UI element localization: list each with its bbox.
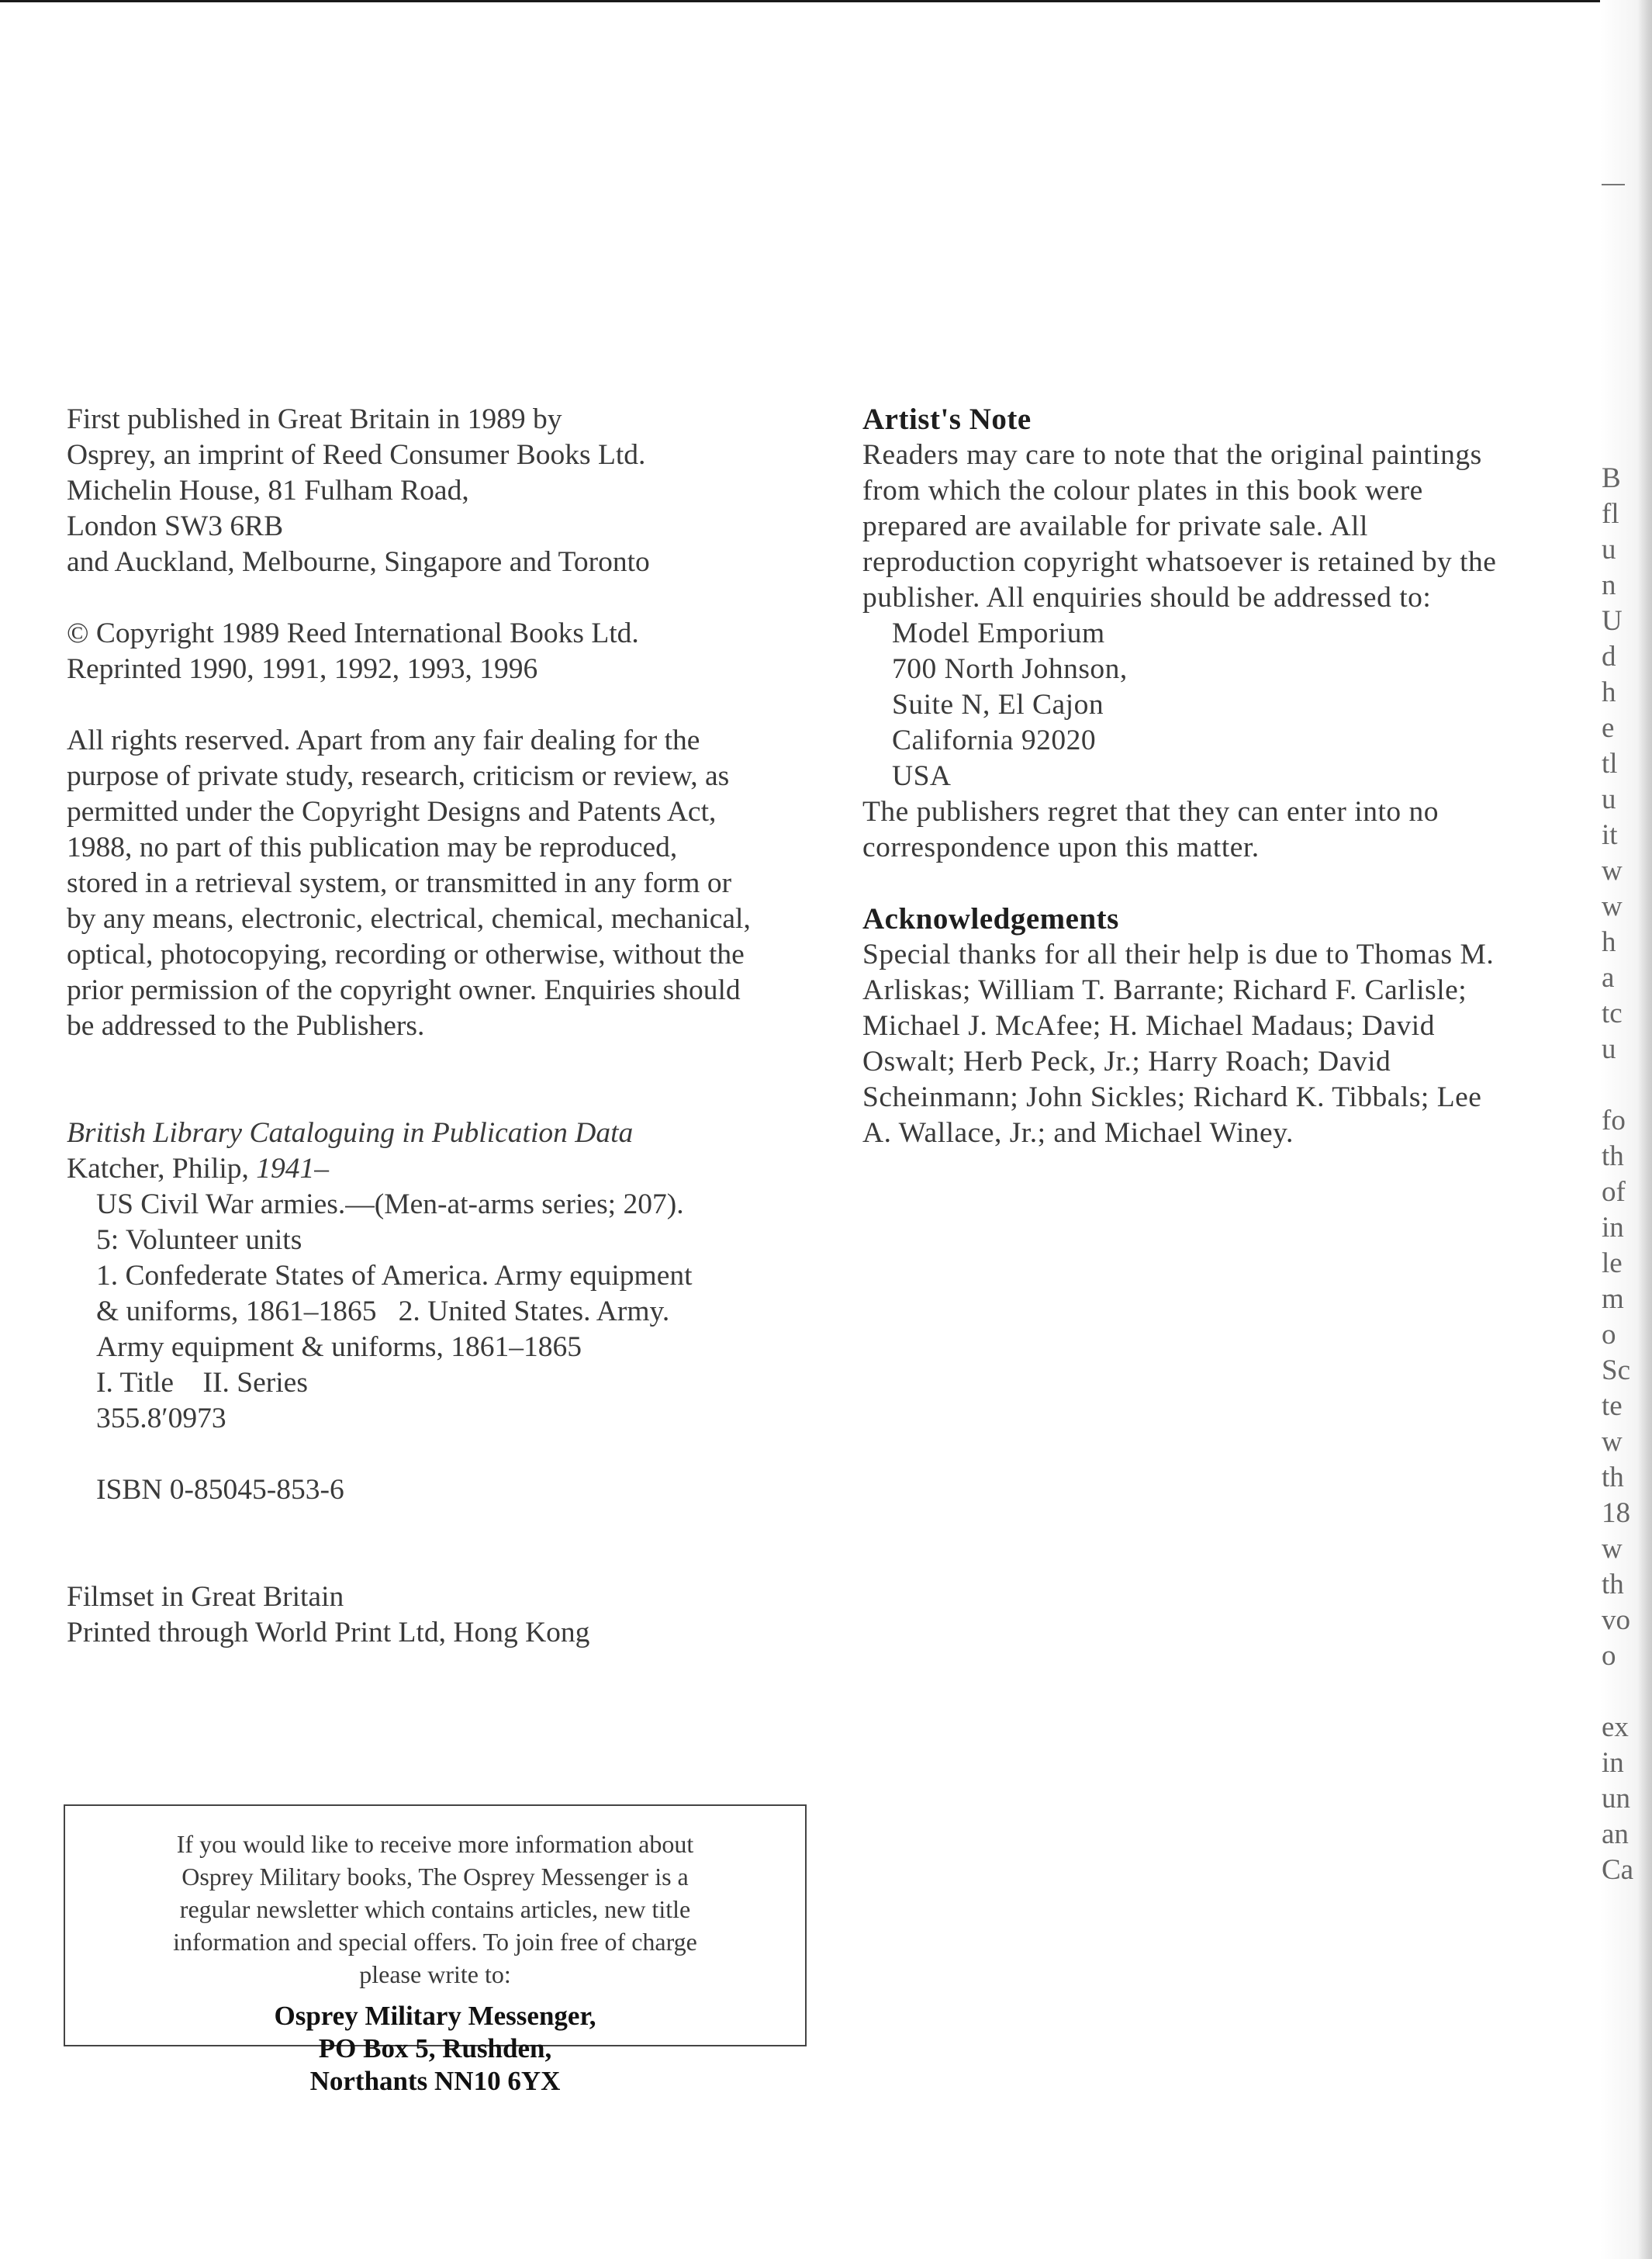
adjacent-page-fragment-line: vo bbox=[1602, 1604, 1630, 1636]
messenger-address-line: PO Box 5, Rushden, bbox=[318, 2033, 552, 2064]
rights-line: be addressed to the Publishers. bbox=[67, 1010, 425, 1042]
adjacent-page-fragment-line: in bbox=[1602, 1212, 1624, 1244]
artists-note-line: publisher. All enquiries should be addressed to: bbox=[862, 582, 1432, 614]
address-line: Suite N, El Cajon bbox=[892, 689, 1104, 721]
adjacent-page-fragment-line: th bbox=[1602, 1462, 1624, 1493]
adjacent-page-fragment-line bbox=[1602, 1674, 1633, 1710]
reprint-line: Reprinted 1990, 1991, 1992, 1993, 1996 bbox=[67, 653, 538, 685]
rights-line: All rights reserved. Apart from any fair dealing for the bbox=[67, 725, 700, 756]
address-line: California 92020 bbox=[892, 725, 1097, 756]
acknowledgements-section bbox=[862, 901, 1599, 1151]
print-line: Filmset in Great Britain bbox=[67, 1581, 344, 1613]
artists-note-line: prepared are available for private sale. All bbox=[862, 510, 1368, 542]
address-line: Model Emporium bbox=[892, 618, 1105, 649]
cataloguing-author bbox=[67, 1151, 811, 1187]
top-border-line bbox=[0, 0, 1652, 2]
adjacent-page-fragment-line: d bbox=[1602, 641, 1616, 673]
artists-note-closing: correspondence upon this matter. bbox=[862, 832, 1260, 863]
acknowledgements-line: Special thanks for all their help is due to Thomas M. bbox=[862, 939, 1495, 970]
info-line: If you would like to receive more information about bbox=[176, 1830, 694, 1858]
artists-note-closing: The publishers regret that they can enter into no bbox=[862, 796, 1439, 828]
artists-note-section bbox=[862, 402, 1599, 866]
cataloguing-line: 5: Volunteer units bbox=[96, 1224, 302, 1256]
acknowledgements-line: A. Wallace, Jr.; and Michael Winey. bbox=[862, 1117, 1294, 1149]
adjacent-page-fragment-line: w bbox=[1602, 855, 1623, 887]
adjacent-page-fragment-line: fo bbox=[1602, 1105, 1626, 1136]
rights-line: purpose of private study, research, criticism or review, as bbox=[67, 760, 730, 792]
acknowledgements-heading: Acknowledgements bbox=[862, 902, 1119, 936]
isbn: ISBN 0-85045-853-6 bbox=[96, 1474, 344, 1506]
adjacent-page-fragment-line: w bbox=[1602, 1533, 1623, 1565]
messenger-address-line: Northants NN10 6YX bbox=[309, 2066, 561, 2096]
adjacent-page-fragment-line: th bbox=[1602, 1569, 1624, 1600]
acknowledgements-line: Scheinmann; John Sickles; Richard K. Tibbals; Lee bbox=[862, 1081, 1482, 1113]
notes-column bbox=[862, 402, 1599, 1151]
adjacent-page-fragment-line: w bbox=[1602, 891, 1623, 922]
cataloguing-line: Army equipment & uniforms, 1861–1865 bbox=[96, 1331, 582, 1363]
cataloguing-line: 1. Confederate States of America. Army equipment bbox=[96, 1260, 693, 1292]
adjacent-page-fragment-line: th bbox=[1602, 1140, 1624, 1172]
publisher-line: London SW3 6RB bbox=[67, 510, 284, 542]
rights-line: permitted under the Copyright Designs and Patents Act, bbox=[67, 796, 717, 828]
address-line: 700 North Johnson, bbox=[892, 653, 1128, 685]
adjacent-page-fragment-line: te bbox=[1602, 1390, 1623, 1422]
adjacent-page-fragment-line: it bbox=[1602, 819, 1618, 851]
rights-line: stored in a retrieval system, or transmitted in any form or bbox=[67, 867, 732, 899]
cataloguing-line: US Civil War armies.—(Men-at-arms series; 207). bbox=[96, 1188, 684, 1220]
adjacent-page-fragment-line: 18 bbox=[1602, 1497, 1630, 1529]
adjacent-page-fragment-line bbox=[1602, 1067, 1633, 1103]
info-line: Osprey Military books, The Osprey Messenger is a bbox=[181, 1863, 689, 1891]
adjacent-page-fragment-line: Sc bbox=[1602, 1354, 1630, 1386]
adjacent-page-fragment-line: w bbox=[1602, 1426, 1623, 1458]
author-name: Katcher, Philip, bbox=[67, 1153, 249, 1185]
rights-line: 1988, no part of this publication may be reproduced, bbox=[67, 832, 678, 863]
adjacent-page-fragment-line: n bbox=[1602, 569, 1616, 601]
info-line: please write to: bbox=[359, 1960, 511, 1988]
adjacent-page-fragment-line: un bbox=[1602, 1783, 1630, 1814]
adjacent-page-fragment-line: ex bbox=[1602, 1711, 1629, 1743]
adjacent-page-fragment-line: B bbox=[1602, 462, 1621, 494]
acknowledgements-line: Oswalt; Herb Peck, Jr.; Harry Roach; David bbox=[862, 1046, 1391, 1078]
print-line: Printed through World Print Ltd, Hong Kong bbox=[67, 1617, 590, 1648]
info-line: regular newsletter which contains articles, new title bbox=[179, 1895, 691, 1923]
address-line: USA bbox=[892, 760, 952, 792]
adjacent-page-fragment-line: h bbox=[1602, 926, 1616, 958]
publisher-block bbox=[67, 402, 811, 580]
copyright-line: © Copyright 1989 Reed International Books Ltd. bbox=[67, 618, 639, 649]
adjacent-page-fragment-line: in bbox=[1602, 1747, 1624, 1779]
adjacent-page-fragment-line: h bbox=[1602, 676, 1616, 708]
author-year: 1941– bbox=[256, 1153, 330, 1185]
rights-line: optical, photocopying, recording or otherwise, without the bbox=[67, 939, 745, 970]
adjacent-page-fragment-line: o bbox=[1602, 1319, 1616, 1351]
publisher-line: and Auckland, Melbourne, Singapore and Toronto bbox=[67, 546, 650, 578]
rights-block bbox=[67, 723, 811, 1044]
adjacent-page-fragment-line: an bbox=[1602, 1818, 1629, 1850]
rights-line: prior permission of the copyright owner. Enquiries should bbox=[67, 974, 741, 1006]
cataloguing-line: 355.8′0973 bbox=[96, 1403, 226, 1434]
adjacent-page-fragment-line: of bbox=[1602, 1176, 1626, 1208]
adjacent-page-fragment-line: e bbox=[1602, 712, 1615, 744]
cataloguing-line: & uniforms, 1861–1865 2. United States. Army. bbox=[96, 1296, 670, 1327]
adjacent-page-fragment-line: m bbox=[1602, 1283, 1624, 1315]
adjacent-page-fragment-line: Ca bbox=[1602, 1854, 1634, 1886]
artists-note-heading: Artist's Note bbox=[862, 403, 1032, 436]
publisher-line: Michelin House, 81 Fulham Road, bbox=[67, 475, 469, 507]
artists-note-line: reproduction copyright whatsoever is retained by the bbox=[862, 546, 1497, 578]
adjacent-page-fragment-line: tl bbox=[1602, 748, 1618, 780]
imprint-column bbox=[67, 402, 811, 1651]
adjacent-page-fragment-line: tc bbox=[1602, 998, 1623, 1029]
messenger-info-box bbox=[64, 1804, 807, 2096]
adjacent-page-fragment-line: a bbox=[1602, 962, 1615, 994]
copyright-block bbox=[67, 616, 811, 687]
artists-note-line: Readers may care to note that the original paintings bbox=[862, 439, 1482, 471]
messenger-address bbox=[65, 2000, 805, 2098]
adjacent-page-fragment-line: U bbox=[1602, 605, 1623, 637]
acknowledgements-line: Michael J. McAfee; H. Michael Madaus; David bbox=[862, 1010, 1435, 1042]
adjacent-page-fragment-line: u bbox=[1602, 1033, 1616, 1065]
cataloguing-heading: British Library Cataloguing in Publication Data bbox=[67, 1117, 634, 1149]
rights-line: by any means, electronic, electrical, chemical, mechanical, bbox=[67, 903, 751, 935]
info-line: information and special offers. To join free of charge bbox=[173, 1928, 697, 1956]
adjacent-page-fragment-line: le bbox=[1602, 1247, 1623, 1279]
print-block bbox=[67, 1579, 811, 1651]
artists-note-line: from which the colour plates in this book were bbox=[862, 475, 1423, 507]
messenger-address-line: Osprey Military Messenger, bbox=[274, 2001, 596, 2031]
adjacent-page-fragment-line: o bbox=[1602, 1640, 1616, 1672]
cataloguing-line: I. Title II. Series bbox=[96, 1367, 308, 1399]
publisher-line: First published in Great Britain in 1989 by bbox=[67, 403, 562, 435]
adjacent-page-fragment-line: fl bbox=[1602, 498, 1619, 530]
adjacent-page-text bbox=[1602, 461, 1633, 1888]
cataloguing-block bbox=[67, 1116, 811, 1508]
adjacent-page-fragment bbox=[1600, 0, 1652, 2259]
acknowledgements-line: Arliskas; William T. Barrante; Richard F. Carlisle; bbox=[862, 974, 1467, 1006]
publisher-line: Osprey, an imprint of Reed Consumer Books Ltd. bbox=[67, 439, 646, 471]
adjacent-page-rule bbox=[1602, 184, 1625, 185]
adjacent-page-fragment-line: u bbox=[1602, 534, 1616, 566]
page-gutter-shadow bbox=[1638, 0, 1652, 2259]
adjacent-page-fragment-line: u bbox=[1602, 784, 1616, 815]
